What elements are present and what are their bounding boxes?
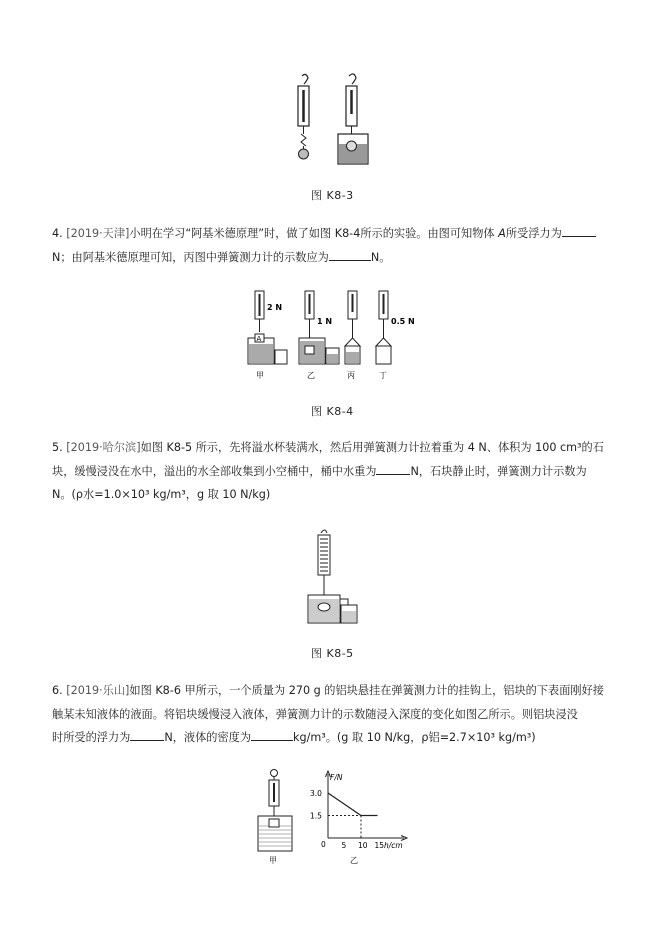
answer-blank[interactable] <box>376 463 410 475</box>
x-tick-label: 15 <box>374 841 385 850</box>
y-tick-label: 1.5 <box>310 811 322 821</box>
figure-caption: 图 K8-4 <box>311 405 354 418</box>
figure-caption: 图 K8-3 <box>311 189 354 202</box>
question-text: N。(ρ水=1.0×10³ kg/m³，g 取 10 N/kg) <box>52 488 271 501</box>
question-text: N，石块静止时，弹簧测力计示数为 <box>410 464 587 478</box>
question-text: 如图 K8-5 所示，先将溢水杯装满水，然后用弹簧测力计拉着重为 4 N、体积为 100 cm³的石 <box>140 441 604 454</box>
figure-label: 丁 <box>379 371 387 380</box>
question-text: 如图 K8-6 甲所示，一个质量为 270 g 的铝块悬挂在弹簧测力计的挂钩上，铝块的下表面刚好接 <box>129 684 604 697</box>
question-number: 6. <box>52 684 63 697</box>
figure-k8-4 <box>245 286 425 382</box>
k8-6-force-depth-chart <box>300 768 412 866</box>
reading-label: 1 N <box>317 317 333 326</box>
question-6 <box>52 679 612 750</box>
question-text: 时所受的浮力为 <box>52 731 131 744</box>
reading-label: 2 N <box>267 303 283 312</box>
question-number: 4. <box>52 227 63 240</box>
question-text: 小明在学习“阿基米德原理”时，做了如图 K8-4所示的实验。由图可知物体 <box>129 227 495 240</box>
figure-label: 乙 <box>307 371 315 380</box>
answer-blank[interactable] <box>130 729 164 741</box>
figure-k8-3 <box>285 72 380 167</box>
y-axis-label: F/N <box>330 773 343 782</box>
x-axis-label: h/cm <box>384 841 403 850</box>
question-text: N；由阿基米德原理可知，丙图中弹簧测力计的示数应为 <box>52 250 329 264</box>
y-tick-label: 3.0 <box>310 789 322 798</box>
answer-blank[interactable] <box>251 729 293 741</box>
question-4 <box>52 222 612 269</box>
origin-label: 0 <box>321 840 326 849</box>
figure-label: 甲 <box>269 856 277 865</box>
question-text: 触某未知液体的液面。将铝块缓慢浸入液体，弹簧测力计的示数随浸入深度的变化如图乙所示。则铝块浸没 <box>52 707 578 721</box>
question-text: 所受浮力为 <box>505 227 562 240</box>
answer-blank[interactable] <box>329 249 371 261</box>
variable-a: A <box>498 227 506 240</box>
figure-k8-6-apparatus <box>252 768 302 866</box>
reading-label: 0.5 N <box>391 317 415 326</box>
series-line <box>328 793 378 816</box>
figure-caption: 图 K8-5 <box>311 647 354 660</box>
question-text: N，液体的密度为 <box>164 731 252 744</box>
question-text: N。 <box>370 250 391 264</box>
figure-label: 甲 <box>256 371 264 380</box>
figure-label: 丙 <box>347 371 355 380</box>
question-source: [2019·乐山] <box>66 684 130 697</box>
question-5 <box>52 436 612 507</box>
x-tick-label: 10 <box>358 841 368 850</box>
question-source: [2019·哈尔滨] <box>66 441 141 454</box>
question-source: [2019·天津] <box>66 227 130 240</box>
question-number: 5. <box>52 441 63 454</box>
object-label: A <box>256 335 262 343</box>
figure-k8-5 <box>303 527 363 627</box>
figure-label: 乙 <box>350 856 358 865</box>
question-text: 块，缓慢浸没在水中，溢出的水全部收集到小空桶中，桶中水重为 <box>52 464 377 478</box>
question-text: kg/m³。(g 取 10 N/kg，ρ铝=2.7×10³ kg/m³) <box>293 731 536 744</box>
x-tick-label: 5 <box>341 841 347 850</box>
answer-blank[interactable] <box>562 225 596 237</box>
